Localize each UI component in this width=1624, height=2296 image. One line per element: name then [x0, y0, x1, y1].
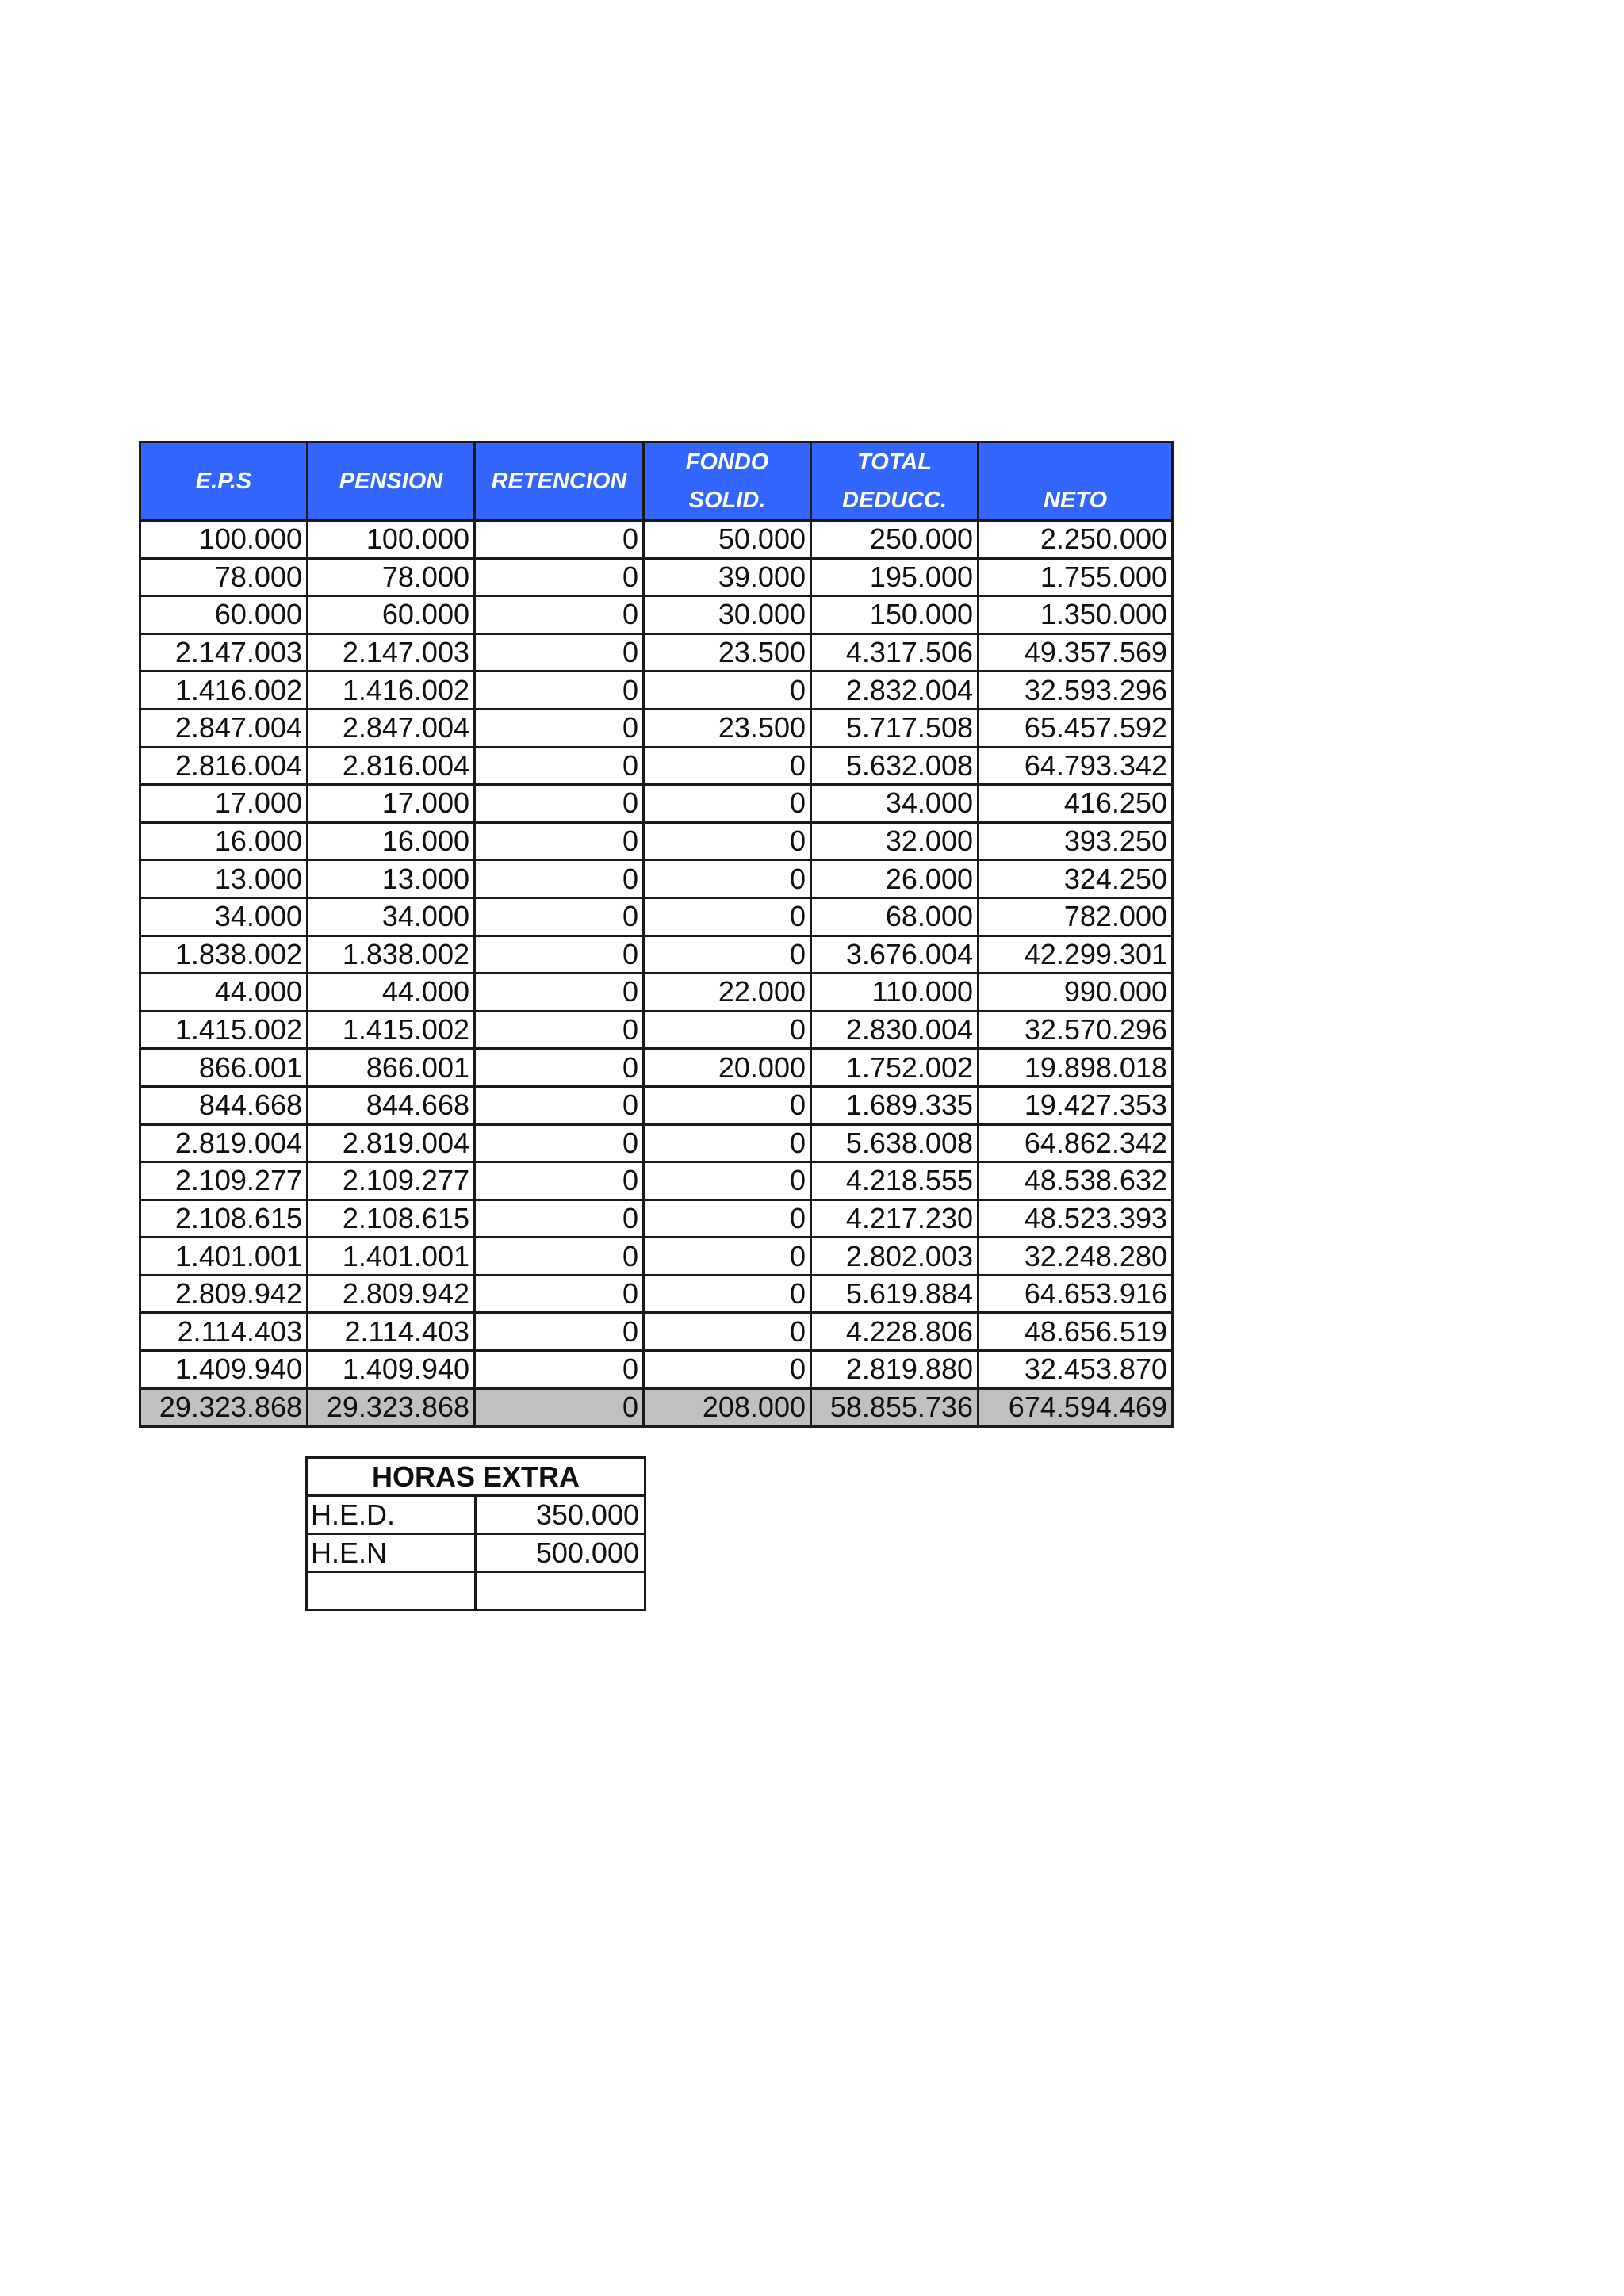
cell-pension: 2.816.004 [308, 747, 475, 785]
cell-total-deducc: 2.819.880 [811, 1351, 979, 1389]
header-total-line2: DEDUCC. [841, 488, 948, 513]
cell-retencion: 0 [475, 974, 644, 1012]
cell-total-deducc: 5.632.008 [811, 747, 979, 785]
cell-eps: 1.401.001 [140, 1238, 308, 1276]
total-deducciones: 58.855.736 [811, 1388, 979, 1426]
cell-total-deducc: 4.218.555 [811, 1162, 979, 1200]
cell-neto: 48.656.519 [979, 1313, 1173, 1351]
cell-eps: 2.816.004 [140, 747, 308, 785]
overtime-row [307, 1572, 645, 1610]
cell-neto: 48.523.393 [979, 1200, 1173, 1238]
table-body [140, 521, 1173, 1389]
header-fondo-line2: SOLID. [688, 488, 766, 513]
overtime-value: 500.000 [476, 1534, 645, 1572]
cell-retencion: 0 [475, 1351, 644, 1389]
cell-retencion: 0 [475, 897, 644, 936]
header-retencion: RETENCION [475, 442, 644, 521]
cell-pension: 13.000 [308, 860, 475, 898]
cell-retencion: 0 [475, 747, 644, 785]
table-header [140, 442, 1173, 521]
cell-retencion: 0 [475, 1124, 644, 1162]
overtime-title: HORAS EXTRA [307, 1458, 645, 1496]
cell-pension: 1.401.001 [308, 1238, 475, 1276]
cell-total-deducc: 150.000 [811, 596, 979, 634]
cell-fondo: 0 [644, 897, 811, 936]
overtime-label: H.E.N [307, 1534, 476, 1572]
overtime-table [305, 1456, 646, 1611]
cell-retencion: 0 [475, 1049, 644, 1087]
table-row [140, 974, 1173, 1012]
cell-eps: 2.108.615 [140, 1200, 308, 1238]
cell-total-deducc: 110.000 [811, 974, 979, 1012]
cell-pension: 2.114.403 [308, 1313, 475, 1351]
cell-fondo: 30.000 [644, 596, 811, 634]
table-row [140, 860, 1173, 898]
cell-fondo: 0 [644, 1011, 811, 1049]
cell-pension: 1.415.002 [308, 1011, 475, 1049]
cell-total-deducc: 5.638.008 [811, 1124, 979, 1162]
cell-fondo: 0 [644, 672, 811, 710]
cell-total-deducc: 195.000 [811, 558, 979, 596]
table-row [140, 558, 1173, 596]
cell-fondo: 0 [644, 1086, 811, 1124]
cell-fondo: 0 [644, 1275, 811, 1313]
cell-retencion: 0 [475, 860, 644, 898]
cell-pension: 34.000 [308, 897, 475, 936]
cell-pension: 2.819.004 [308, 1124, 475, 1162]
header-eps: E.P.S [140, 442, 308, 521]
cell-total-deducc: 2.802.003 [811, 1238, 979, 1276]
cell-neto: 2.250.000 [979, 521, 1173, 559]
cell-fondo: 50.000 [644, 521, 811, 559]
cell-total-deducc: 26.000 [811, 860, 979, 898]
total-retencion: 0 [475, 1388, 644, 1426]
table-row [140, 1313, 1173, 1351]
cell-eps: 866.001 [140, 1049, 308, 1087]
table-row [140, 709, 1173, 747]
cell-neto: 64.653.916 [979, 1275, 1173, 1313]
cell-pension: 2.108.615 [308, 1200, 475, 1238]
cell-neto: 42.299.301 [979, 936, 1173, 974]
cell-total-deducc: 68.000 [811, 897, 979, 936]
cell-fondo: 0 [644, 1124, 811, 1162]
cell-neto: 64.793.342 [979, 747, 1173, 785]
cell-fondo: 0 [644, 1238, 811, 1276]
table-row [140, 785, 1173, 823]
header-fondo-line1: FONDO [685, 450, 769, 475]
cell-pension: 17.000 [308, 785, 475, 823]
totals-row [140, 1388, 1173, 1426]
cell-neto: 990.000 [979, 974, 1173, 1012]
cell-eps: 60.000 [140, 596, 308, 634]
cell-fondo: 20.000 [644, 1049, 811, 1087]
table-row [140, 672, 1173, 710]
cell-fondo: 0 [644, 822, 811, 860]
cell-pension: 2.847.004 [308, 709, 475, 747]
cell-retencion: 0 [475, 1238, 644, 1276]
overtime-row [307, 1534, 645, 1572]
cell-total-deducc: 1.689.335 [811, 1086, 979, 1124]
cell-eps: 34.000 [140, 897, 308, 936]
cell-total-deducc: 5.619.884 [811, 1275, 979, 1313]
table-row [140, 596, 1173, 634]
cell-fondo: 0 [644, 747, 811, 785]
cell-fondo: 0 [644, 785, 811, 823]
cell-retencion: 0 [475, 785, 644, 823]
cell-retencion: 0 [475, 709, 644, 747]
header-total-line1: TOTAL [857, 450, 932, 475]
cell-fondo: 23.500 [644, 709, 811, 747]
cell-retencion: 0 [475, 1275, 644, 1313]
cell-pension: 78.000 [308, 558, 475, 596]
cell-fondo: 22.000 [644, 974, 811, 1012]
total-pension: 29.323.868 [308, 1388, 475, 1426]
cell-neto: 19.427.353 [979, 1086, 1173, 1124]
cell-pension: 44.000 [308, 974, 475, 1012]
cell-eps: 16.000 [140, 822, 308, 860]
cell-neto: 64.862.342 [979, 1124, 1173, 1162]
header-pension: PENSION [308, 442, 475, 521]
cell-fondo: 23.500 [644, 633, 811, 672]
cell-retencion: 0 [475, 822, 644, 860]
cell-pension: 844.668 [308, 1086, 475, 1124]
cell-eps: 1.416.002 [140, 672, 308, 710]
cell-retencion: 0 [475, 596, 644, 634]
cell-total-deducc: 32.000 [811, 822, 979, 860]
cell-pension: 1.416.002 [308, 672, 475, 710]
cell-pension: 2.109.277 [308, 1162, 475, 1200]
cell-neto: 393.250 [979, 822, 1173, 860]
table-row [140, 822, 1173, 860]
cell-neto: 32.593.296 [979, 672, 1173, 710]
cell-eps: 1.415.002 [140, 1011, 308, 1049]
cell-total-deducc: 2.830.004 [811, 1011, 979, 1049]
payroll-deductions-table [139, 441, 1174, 1428]
cell-neto: 416.250 [979, 785, 1173, 823]
cell-neto: 32.453.870 [979, 1351, 1173, 1389]
cell-pension: 1.409.940 [308, 1351, 475, 1389]
cell-total-deducc: 2.832.004 [811, 672, 979, 710]
table-row [140, 1011, 1173, 1049]
cell-retencion: 0 [475, 1200, 644, 1238]
cell-pension: 60.000 [308, 596, 475, 634]
cell-eps: 44.000 [140, 974, 308, 1012]
cell-neto: 324.250 [979, 860, 1173, 898]
table-row [140, 1086, 1173, 1124]
overtime-label [307, 1572, 476, 1610]
cell-total-deducc: 34.000 [811, 785, 979, 823]
cell-eps: 2.114.403 [140, 1313, 308, 1351]
cell-eps: 2.109.277 [140, 1162, 308, 1200]
cell-pension: 2.809.942 [308, 1275, 475, 1313]
cell-eps: 1.409.940 [140, 1351, 308, 1389]
cell-eps: 2.809.942 [140, 1275, 308, 1313]
cell-fondo: 0 [644, 1200, 811, 1238]
header-total-deducc [811, 442, 979, 521]
cell-eps: 1.838.002 [140, 936, 308, 974]
cell-eps: 17.000 [140, 785, 308, 823]
cell-neto: 32.248.280 [979, 1238, 1173, 1276]
cell-fondo: 0 [644, 936, 811, 974]
cell-pension: 1.838.002 [308, 936, 475, 974]
table-row [140, 897, 1173, 936]
cell-total-deducc: 4.228.806 [811, 1313, 979, 1351]
cell-neto: 65.457.592 [979, 709, 1173, 747]
cell-eps: 13.000 [140, 860, 308, 898]
cell-eps: 844.668 [140, 1086, 308, 1124]
cell-pension: 16.000 [308, 822, 475, 860]
cell-total-deducc: 4.317.506 [811, 633, 979, 672]
cell-retencion: 0 [475, 936, 644, 974]
header-row [140, 442, 1173, 521]
overtime-value: 350.000 [476, 1496, 645, 1534]
cell-neto: 48.538.632 [979, 1162, 1173, 1200]
cell-total-deducc: 5.717.508 [811, 709, 979, 747]
cell-retencion: 0 [475, 672, 644, 710]
cell-fondo: 0 [644, 860, 811, 898]
overtime-label: H.E.D. [307, 1496, 476, 1534]
cell-pension: 100.000 [308, 521, 475, 559]
cell-neto: 32.570.296 [979, 1011, 1173, 1049]
cell-retencion: 0 [475, 521, 644, 559]
cell-pension: 866.001 [308, 1049, 475, 1087]
cell-total-deducc: 250.000 [811, 521, 979, 559]
cell-eps: 2.847.004 [140, 709, 308, 747]
table-row [140, 1275, 1173, 1313]
cell-neto: 1.350.000 [979, 596, 1173, 634]
overtime-value [476, 1572, 645, 1610]
table-row [140, 1351, 1173, 1389]
total-neto: 674.594.469 [979, 1388, 1173, 1426]
cell-neto: 1.755.000 [979, 558, 1173, 596]
table-row [140, 1049, 1173, 1087]
cell-eps: 2.819.004 [140, 1124, 308, 1162]
overtime-title-row [307, 1458, 645, 1496]
cell-retencion: 0 [475, 633, 644, 672]
total-eps: 29.323.868 [140, 1388, 308, 1426]
overtime-row [307, 1496, 645, 1534]
header-neto-label: NETO [1043, 488, 1108, 513]
cell-retencion: 0 [475, 1162, 644, 1200]
cell-fondo: 0 [644, 1162, 811, 1200]
cell-neto: 782.000 [979, 897, 1173, 936]
cell-eps: 78.000 [140, 558, 308, 596]
total-fondo: 208.000 [644, 1388, 811, 1426]
header-fondo-solid [644, 442, 811, 521]
cell-fondo: 39.000 [644, 558, 811, 596]
cell-retencion: 0 [475, 1086, 644, 1124]
table-row [140, 747, 1173, 785]
table-row [140, 936, 1173, 974]
cell-fondo: 0 [644, 1351, 811, 1389]
cell-eps: 2.147.003 [140, 633, 308, 672]
cell-fondo: 0 [644, 1313, 811, 1351]
table-row [140, 521, 1173, 559]
table-row [140, 1162, 1173, 1200]
header-neto [979, 442, 1173, 521]
cell-retencion: 0 [475, 1011, 644, 1049]
cell-eps: 100.000 [140, 521, 308, 559]
table-row [140, 633, 1173, 672]
table-row [140, 1200, 1173, 1238]
cell-pension: 2.147.003 [308, 633, 475, 672]
table-row [140, 1124, 1173, 1162]
table-row [140, 1238, 1173, 1276]
cell-total-deducc: 4.217.230 [811, 1200, 979, 1238]
cell-neto: 49.357.569 [979, 633, 1173, 672]
cell-retencion: 0 [475, 1313, 644, 1351]
cell-neto: 19.898.018 [979, 1049, 1173, 1087]
table-footer [140, 1388, 1173, 1426]
cell-retencion: 0 [475, 558, 644, 596]
cell-total-deducc: 1.752.002 [811, 1049, 979, 1087]
cell-total-deducc: 3.676.004 [811, 936, 979, 974]
